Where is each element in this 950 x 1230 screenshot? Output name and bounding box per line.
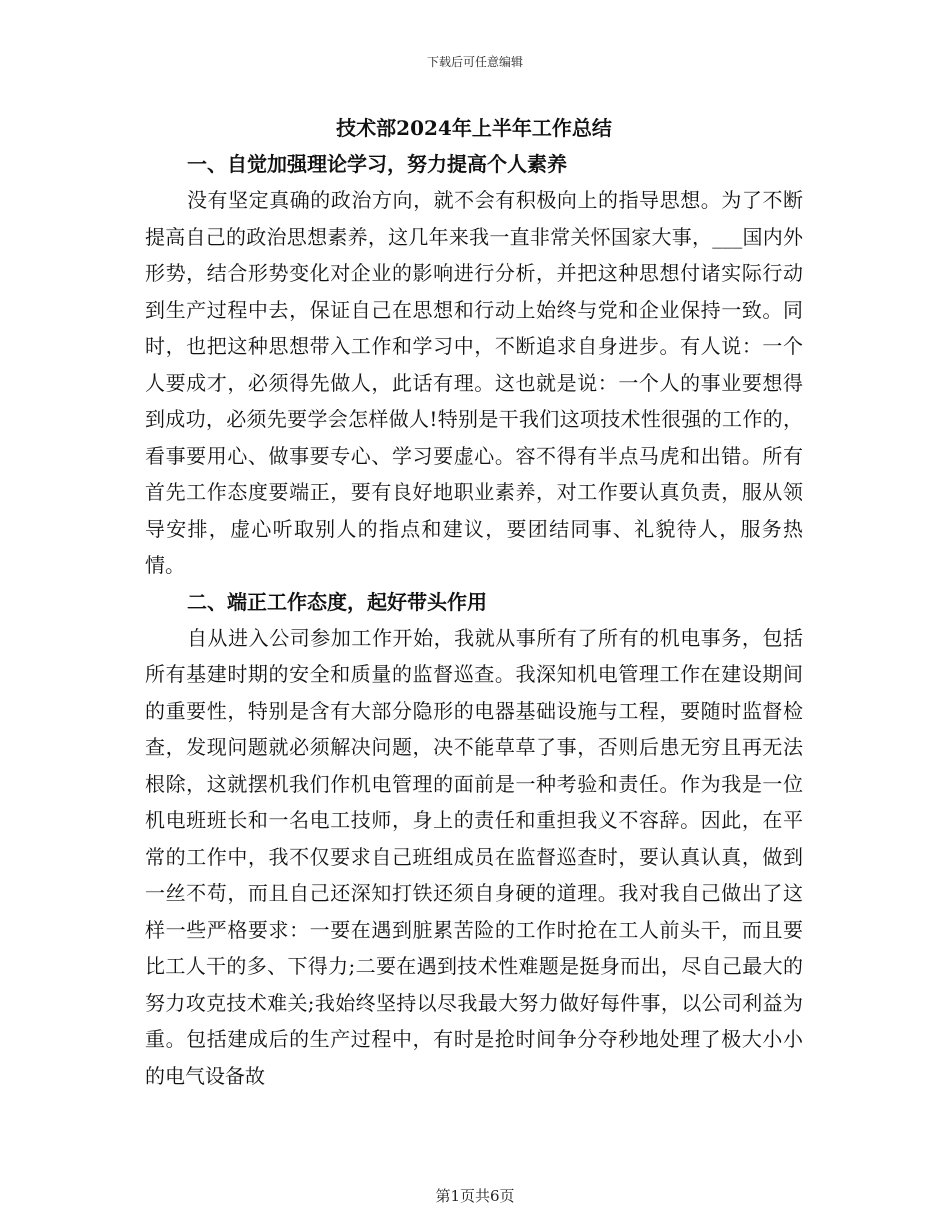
section-1-paragraph: 没有坚定真确的政治方向，就不会有积极向上的指导思想。为了不断提高自己的政治思想素养，这几年来我一直非常关怀国家大事，___国内外形势，结合形势变化对企业的影响进行分析，并把这种思想付诸实际行动到生产过程中去，保证自己在思想和行动上始终与党和企业保持一致。同时，也把这种思想带入工作和学习中，不断追求自身进步。有人说：一个人要成才，必须得先做人，此话有理。这也就是说：一个人的事业要想得到成功，必须先要学会怎样做人!特别是干我们这项技术性很强的工作的，看事要用心、做事要专心、学习要虚心。容不得有半点马虎和出错。所有首先工作态度要端正，要有良好地职业素养，对工作要认真负责，服从领导安排，虚心听取别人的指点和建议，要团结同事、礼貌待人，服务热情。 bbox=[145, 188, 803, 577]
document-body bbox=[145, 110, 803, 1094]
section-2-paragraph: 自从进入公司参加工作开始，我就从事所有了所有的机电事务，包括所有基建时期的安全和质量的监督巡查。我深知机电管理工作在建设期间的重要性，特别是含有大部分隐形的电器基础设施与工程，要随时监督检查，发现问题就必须解决问题，决不能草草了事，否则后患无穷且再无法根除，这就摆机我们作机电管理的面前是一种考验和责任。作为我是一位机电班班长和一名电工技师，身上的责任和重担我义不容辞。因此，在平常的工作中，我不仅要求自己班组成员在监督巡查时，要认真认真，做到一丝不苟，而且自己还深知打铁还须自身硬的道理。我对我自己做出了这样一些严格要求：一要在遇到脏累苦险的工作时抢在工人前头干，而且要比工人干的多、下得力;二要在遇到技术性难题是挺身而出，尽自己最大的努力攻克技术难关;我始终坚持以尽我最大努力做好每件事，以公司利益为重。包括建成后的生产过程中，有时是抢时间争分夺秒地处理了极大小小的电气设备故 bbox=[145, 625, 803, 1088]
section-2-heading: 二、端正工作态度，起好带头作用 bbox=[187, 589, 487, 614]
section-1-heading: 一、自觉加强理论学习，努力提高个人素养 bbox=[187, 152, 567, 176]
page-header: 下载后可任意编辑 bbox=[426, 55, 523, 69]
page-footer: 第1页共6页 bbox=[435, 1187, 515, 1205]
document-title: 技术部2024年上半年工作总结 bbox=[336, 116, 612, 140]
